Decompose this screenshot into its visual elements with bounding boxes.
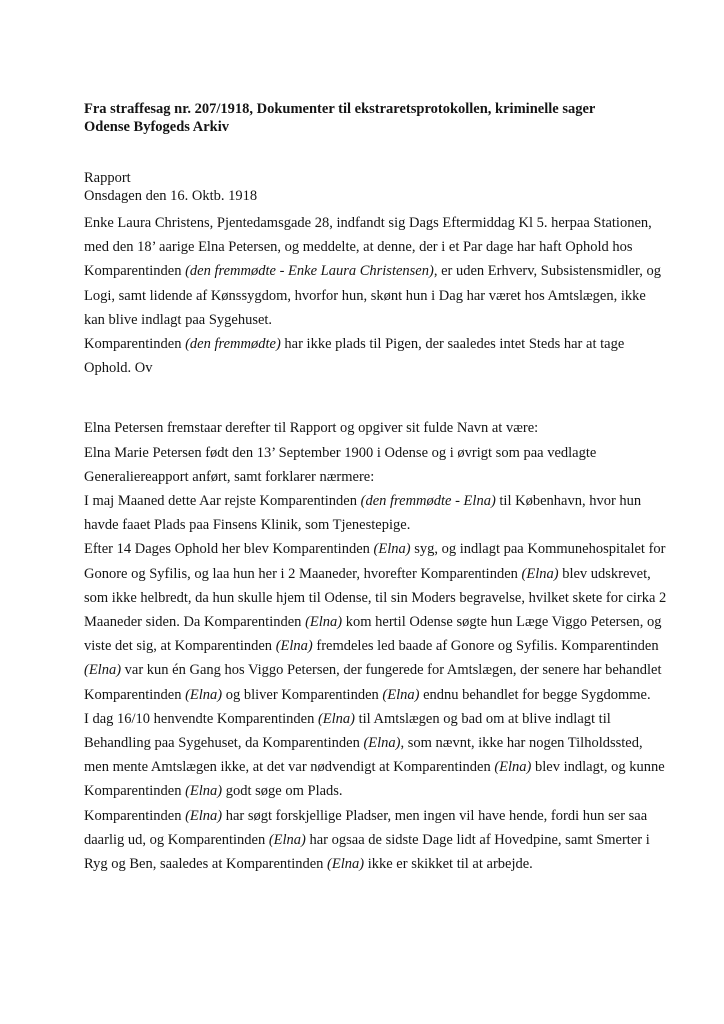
document-header (84, 100, 664, 136)
italic-annotation: (Elna) (185, 807, 223, 824)
text-line: viste det sig, at Komparentinden (Elna) fremdeles led baade af Gonore og Syfilis. Komparentinden (84, 638, 659, 655)
text-line: daarlig ud, og Komparentinden (Elna) har ogsaa de sidste Dage lidt af Hovedpine, samt Smerter i (84, 831, 650, 848)
text-line: Ophold. Ov (84, 360, 153, 377)
italic-annotation: (den fremmødte - Enke Laura Christensen) (185, 263, 434, 280)
paragraph-3 (84, 416, 667, 876)
header-line-archive: Odense Byfogeds Arkiv (84, 119, 230, 135)
italic-annotation: (Elna) (327, 856, 365, 873)
italic-annotation: (den fremmødte - Elna) (360, 493, 496, 510)
italic-annotation: (den fremmødte) (185, 336, 281, 353)
document-page (84, 100, 667, 876)
italic-annotation: (Elna) (275, 638, 313, 655)
italic-annotation: (Elna) (305, 614, 343, 631)
text-line: Komparentinden (Elna) har søgt forskjellige Pladser, men ingen vil have hende, fordi hun ser saa (84, 807, 648, 824)
italic-annotation: (Elna) (268, 831, 306, 848)
text-line: Maaneder siden. Da Komparentinden (Elna) kom hertil Odense søgte hun Læge Viggo Petersen, og (84, 614, 662, 631)
text-line: men mente Amtslægen ikke, at det var nødvendigt at Komparentinden (Elna) blev indlagt, og kunne (84, 759, 665, 776)
text-line: I dag 16/10 henvendte Komparentinden (Elna) til Amtslægen og bad om at blive indlagt til (84, 710, 611, 727)
text-line: Efter 14 Dages Ophold her blev Komparentinden (Elna) syg, og indlagt paa Kommunehospitalet for (84, 541, 666, 558)
text-line: kan blive indlagt paa Sygehuset. (84, 311, 273, 328)
italic-annotation: (Elna) (363, 735, 401, 752)
text-line: Gonore og Syfilis, og laa hun her i 2 Maaneder, hvorefter Komparentinden (Elna) blev udskrevet, (84, 565, 651, 582)
text-line: I maj Maaned dette Aar rejste Komparentinden (den fremmødte - Elna) til København, hvor hun (84, 493, 642, 510)
text-line: (Elna) var kun én Gang hos Viggo Petersen, der fungerede for Amtslægen, der senere har behandlet (84, 662, 662, 679)
text-line: havde faaet Plads paa Finsens Klinik, som Tjenestepige. (84, 517, 411, 534)
report-meta (84, 169, 664, 205)
report-date: Onsdagen den 16. Oktb. 1918 (84, 188, 258, 204)
text-line: som ikke helbredt, da hun skulle hjem til Odense, til sin Moders begravelse, hvilket skete for cirka 2 (84, 589, 667, 606)
text-line: Behandling paa Sygehuset, da Komparentinden (Elna), som nævnt, ikke har nogen Tilholdssted, (84, 735, 643, 752)
text-line: Komparentinden (den fremmødte - Enke Laura Christensen), er uden Erhverv, Subsistensmidler, og (84, 263, 662, 280)
text-line: Komparentinden (Elna) og bliver Komparentinden (Elna) endnu behandlet for begge Sygdomme. (84, 686, 651, 703)
paragraph-1 (84, 211, 664, 332)
text-line: med den 18’ aarige Elna Petersen, og meddelte, at denne, der i et Par dage har haft Ophold hos (84, 239, 633, 256)
italic-annotation: (Elna) (382, 686, 420, 703)
text-line: Ryg og Ben, saaledes at Komparentinden (Elna) ikke er skikket til at arbejde. (84, 856, 533, 873)
italic-annotation: (Elna) (317, 710, 355, 727)
text-line: Logi, samt lidende af Kønssygdom, hvorfor hun, skønt hun i Dag har været hos Amtslægen, ikke (84, 287, 646, 304)
paragraph-2 (84, 332, 664, 380)
text-line: Enke Laura Christens, Pjentedamsgade 28, indfandt sig Dags Eftermiddag Kl 5. herpaa Stationen, (84, 215, 652, 231)
italic-annotation: (Elna) (494, 759, 532, 776)
text-line: Generaliereapport anført, samt forklarer nærmere: (84, 468, 375, 485)
text-line: Komparentinden (Elna) godt søge om Plads. (84, 783, 343, 800)
italic-annotation: (Elna) (185, 686, 223, 703)
italic-annotation: (Elna) (373, 541, 411, 558)
italic-annotation: (Elna) (185, 783, 223, 800)
report-label: Rapport (84, 170, 131, 186)
text-line: Elna Petersen fremstaar derefter til Rapport og opgiver sit fulde Navn at være: (84, 420, 539, 437)
italic-annotation: (Elna) (521, 565, 559, 582)
text-line: Komparentinden (den fremmødte) har ikke plads til Pigen, der saaledes intet Steds har at tage (84, 336, 625, 353)
text-line: Elna Marie Petersen født den 13’ September 1900 i Odense og i øvrigt som paa vedlagte (84, 444, 597, 461)
header-line-case: Fra straffesag nr. 207/1918, Dokumenter til ekstraretsprotokollen, kriminelle sager (84, 101, 596, 117)
italic-annotation: (Elna) (84, 662, 122, 679)
